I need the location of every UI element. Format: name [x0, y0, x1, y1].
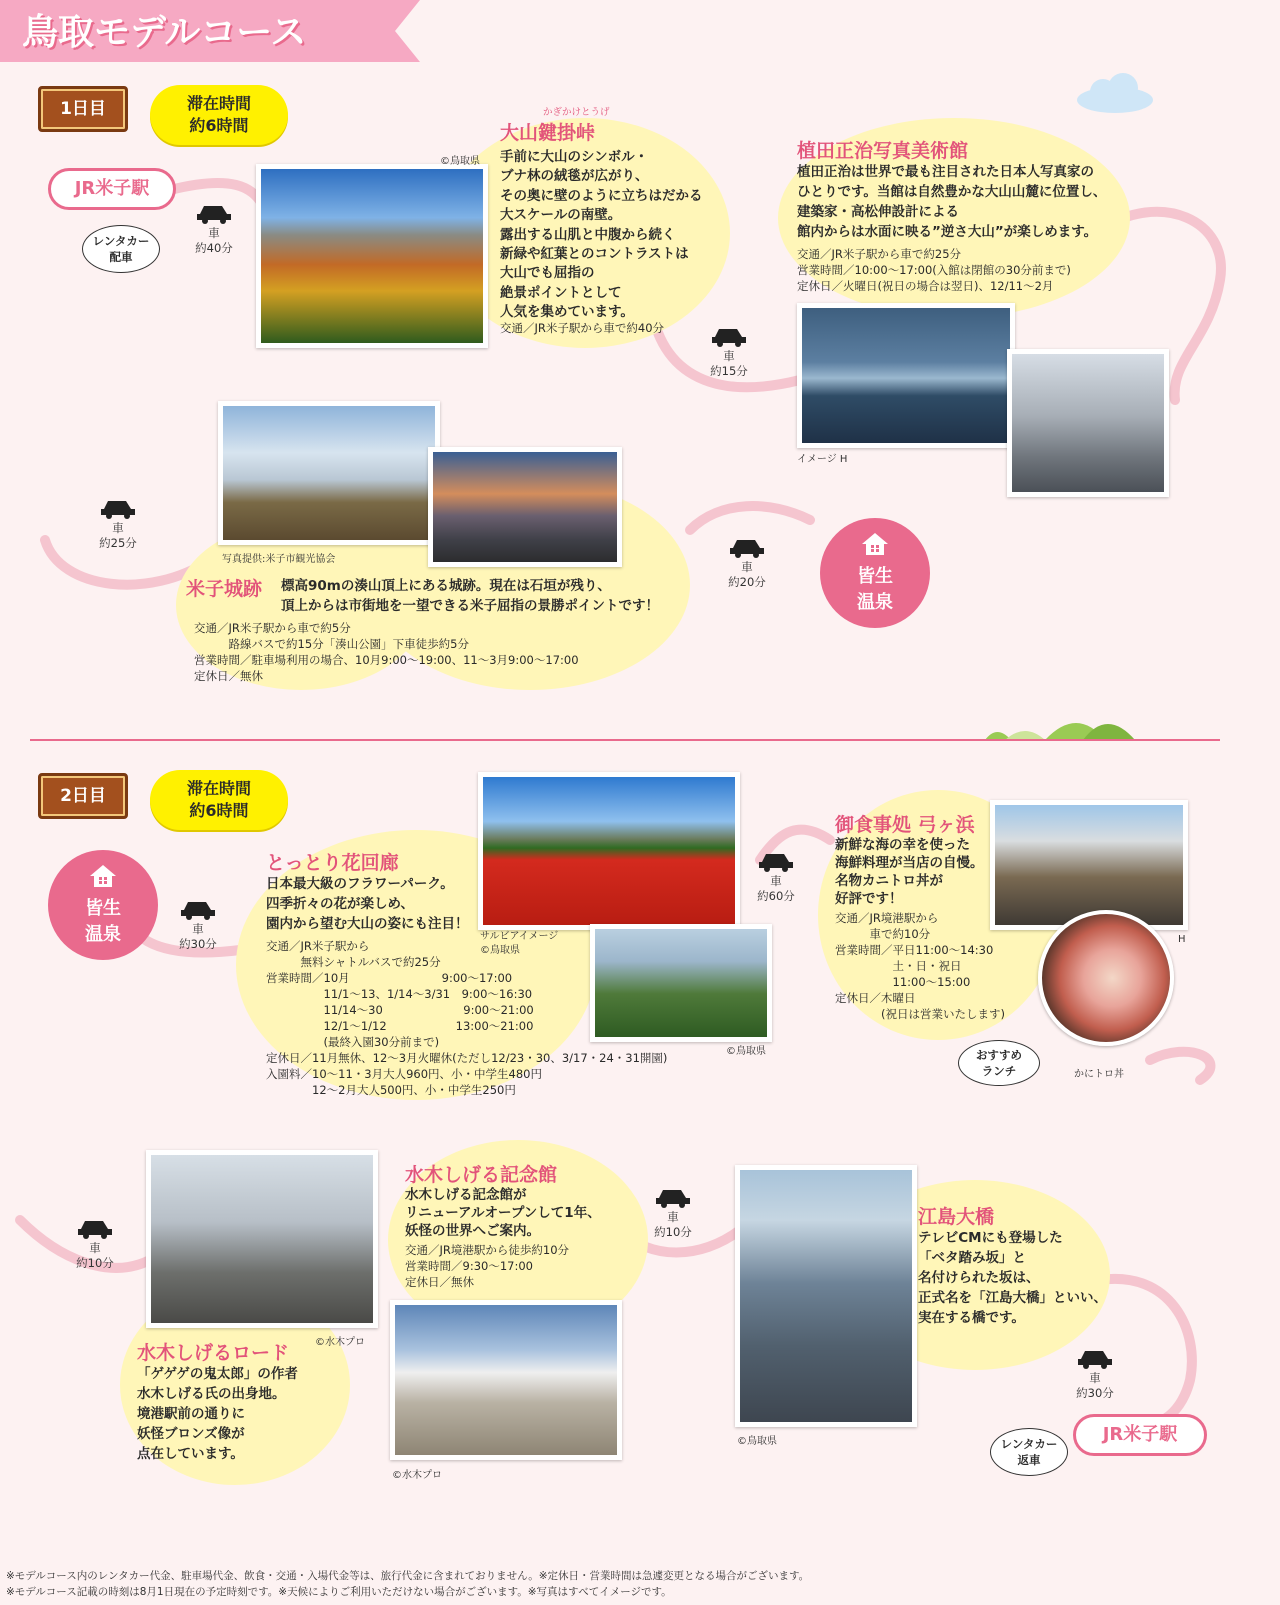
flower-body: 日本最大級のフラワーパーク。 四季折々の花が楽しめ、 園内から望む大山の姿にも注目！ [266, 876, 469, 932]
car-leg-d2-1 [168, 898, 228, 952]
car-leg-d2-4 [643, 1186, 703, 1240]
road-body: 「ゲゲゲの鬼太郎」の作者 水木しげる氏の出身地。 境港駅前の通りに 妖怪ブロンズ像が 点在しています。 [137, 1366, 298, 1462]
eshima-photo [735, 1165, 917, 1427]
yonago-photo-ruins [218, 401, 440, 545]
cloud-decoration [1075, 72, 1155, 114]
eshima-title: 江島大橋 [918, 1206, 995, 1228]
yumigahama-photo-shop [990, 800, 1188, 930]
car-leg-d1-4 [717, 536, 777, 590]
flower-credit-2: ©鳥取県 [726, 1046, 766, 1057]
road-credit: ©水木プロ [315, 1337, 365, 1348]
car-icon [194, 202, 234, 224]
road-photo [146, 1150, 378, 1328]
daisen-ruby: かぎかけとうげ [543, 107, 610, 118]
car-label: 車 [1089, 1371, 1101, 1385]
travel-time: 約25分 [99, 536, 137, 550]
ueda-photo-exterior [1007, 349, 1169, 497]
yonago-credit: 写真提供:米子市観光協会 [222, 554, 336, 565]
day2-badge: 2日目 [38, 773, 128, 819]
car-icon [709, 325, 749, 347]
section-divider [30, 739, 1220, 741]
credit-line: ©鳥取県 [480, 945, 520, 956]
onsen-line: 皆生 [857, 566, 893, 587]
car-icon [98, 497, 138, 519]
yumigahama-info: 交通／JR境港駅から 車で約10分 営業時間／平日11:00～14:30 土・日・祝日 11:00～15:00 定休日／木曜日 (祝日は営業いたします) [835, 911, 1005, 1021]
daisen-body: 手前に大山のシンボル・ ブナ林の絨毯が広がり、 その奥に壁のように立ちはだかる 大スケールの南壁。 露出する山肌と中腹から続く 新緑や紅葉とのコントラストは 大山でも屈指の 絶景ポイントとして 人気を集めています。 [500, 149, 703, 321]
day1-stay-time [150, 85, 288, 145]
daisen-access: 交通／JR米子駅から車で約40分 [500, 321, 665, 335]
lunch-bubble [958, 1040, 1040, 1086]
car-leg-d2-3 [65, 1217, 125, 1271]
daisen-title: 大山鍵掛峠 [500, 122, 596, 144]
rental-return-bubble [990, 1428, 1068, 1476]
footer-note-2: ※モデルコース記載の時刻は8月1日現在の予定時刻です。※天候によりご利用いただけない場合がございます。※写真はすべてイメージです。 [6, 1586, 672, 1598]
road-title: 水木しげるロード [137, 1342, 290, 1364]
car-icon [756, 850, 796, 872]
yumigahama-credit: H [1178, 934, 1186, 945]
onsen-line: 皆生 [85, 898, 121, 919]
car-label: 車 [192, 922, 204, 936]
car-label: 車 [667, 1210, 679, 1224]
travel-time: 約15分 [710, 364, 748, 378]
bubble-line: レンタカー [1000, 1437, 1058, 1451]
ueda-photo-interior [797, 303, 1015, 448]
flower-info: 交通／JR米子駅から 無料シャトルバスで約25分 営業時間／10月 9:00～17:00 11/1～13、1/14～3/31 9:00～16:30 11/14～30 9:00～21:00 12/1～1/12 13:00～21:00 (最終入園30分前まで) 定休日／11月無休、12～3月火曜休(ただし12/23・30、3/17・24・31開園) 入園料／10～11・3月大人960円、小・中学生480円 12～2月大人500円、小・中学生250円 [266, 939, 668, 1097]
ueda-title: 植田正治写真美術館 [797, 140, 969, 162]
eshima-body: テレビCMにも登場した 「ベタ踏み坂」と 名付けられた坂は、 正式名を「江島大橋」といい、 実在する橋です。 [918, 1230, 1107, 1326]
start-station: JR米子駅 [48, 168, 176, 210]
car-icon [178, 898, 218, 920]
car-label: 車 [89, 1241, 101, 1255]
yonago-photo-sunset [428, 447, 622, 567]
end-station: JR米子駅 [1073, 1414, 1207, 1456]
yonago-info: 交通／JR米子駅から車で約5分 路線バスで約15分「湊山公園」下車徒歩約5分 営業時間／駐車場利用の場合、10月9:00～19:00、11～3月9:00～17:00 定休日／無休 [194, 621, 579, 683]
house-icon [89, 864, 117, 888]
car-leg-d2-5 [1065, 1347, 1125, 1401]
day1-badge: 1日目 [38, 86, 128, 132]
car-leg-d1-1 [184, 202, 244, 256]
yumigahama-photo-dish [1038, 910, 1174, 1046]
travel-time: 約60分 [757, 889, 795, 903]
bubble-line: 返車 [1017, 1453, 1041, 1467]
museum-title: 水木しげる記念館 [405, 1164, 558, 1186]
car-label: 車 [741, 560, 753, 574]
house-icon [861, 532, 889, 556]
flower-title: とっとり花回廊 [266, 852, 399, 874]
yonago-title: 米子城跡 [186, 578, 263, 600]
yumigahama-title: 御食事処 弓ヶ浜 [835, 814, 975, 836]
stay-value: 約6時間 [189, 116, 249, 135]
car-leg-d1-3 [88, 497, 148, 551]
travel-time: 約40分 [195, 241, 233, 255]
footer-note-1: ※モデルコース内のレンタカー代金、駐車場代金、飲食・交通・入場代金等は、旅行代金に含まれておりません。※定休日・営業時間は急遽変更となる場合がございます。 [6, 1570, 810, 1582]
daisen-photo [256, 164, 488, 348]
bubble-line: おすすめ [975, 1048, 1023, 1062]
bubble-line: ランチ [981, 1064, 1017, 1078]
car-icon [75, 1217, 115, 1239]
rental-pickup-bubble [82, 225, 160, 273]
car-label: 車 [723, 349, 735, 363]
stay-label: 滞在時間 [186, 94, 251, 113]
museum-info: 交通／JR境港駅から徒歩約10分 営業時間／9:30～17:00 定休日／無休 [405, 1243, 570, 1289]
day1-onsen [820, 518, 930, 628]
travel-time: 約20分 [728, 575, 766, 589]
onsen-line: 温泉 [85, 924, 121, 945]
ueda-credit: イメージ H [797, 454, 848, 465]
car-leg-d2-2 [746, 850, 806, 904]
ueda-body: 植田正治は世界で最も注目された日本人写真家の ひとりです。当館は自然豊かな大山山麓に位置し、 建築家・高松伸設計による 館内からは水面に映る”逆さ大山”が楽しめます。 [797, 164, 1107, 240]
car-icon [1075, 1347, 1115, 1369]
bubble-line: 配車 [109, 250, 133, 264]
stay-label: 滞在時間 [186, 779, 251, 798]
day2-onsen [48, 850, 158, 960]
museum-credit: ©水木プロ [392, 1470, 442, 1481]
yumigahama-dish-caption: かにトロ丼 [1074, 1069, 1124, 1080]
stay-value: 約6時間 [189, 801, 249, 820]
car-icon [727, 536, 767, 558]
hills-decoration [985, 704, 1145, 742]
car-label: 車 [208, 226, 220, 240]
day2-stay-time [150, 770, 288, 830]
car-leg-d1-2 [699, 325, 759, 379]
travel-time: 約10分 [654, 1225, 692, 1239]
credit-line: サルビアイメージ [480, 931, 559, 942]
travel-time: 約10分 [76, 1256, 114, 1270]
car-icon [653, 1186, 693, 1208]
onsen-line: 温泉 [857, 592, 893, 613]
museum-body: 水木しげる記念館が リニューアルオープンして1年、 妖怪の世界へご案内。 [405, 1187, 601, 1239]
yumigahama-body: 新鮮な海の幸を使った 海鮮料理が当店の自慢。 名物カニトロ丼が 好評です！ [835, 837, 984, 907]
yonago-body: 標高90mの湊山頂上にある城跡。現在は石垣が残り、 頂上からは市街地を一望できる米子屈指の景勝ポイントです！ [281, 578, 659, 614]
flower-photo-salvia [478, 772, 740, 930]
bubble-line: レンタカー [92, 234, 150, 248]
travel-time: 約30分 [1076, 1386, 1114, 1400]
museum-photo [390, 1300, 622, 1460]
daisen-credit: ©鳥取県 [440, 156, 480, 167]
travel-time: 約30分 [179, 937, 217, 951]
ueda-info: 交通／JR米子駅から車で約25分 営業時間／10:00～17:00(入館は閉館の30分前まで) 定休日／火曜日(祝日の場合は翌日)、12/11～2月 [797, 247, 1071, 293]
car-label: 車 [770, 874, 782, 888]
car-label: 車 [112, 521, 124, 535]
page-title: 鳥取モデルコース [22, 12, 307, 53]
eshima-credit: ©鳥取県 [737, 1436, 777, 1447]
